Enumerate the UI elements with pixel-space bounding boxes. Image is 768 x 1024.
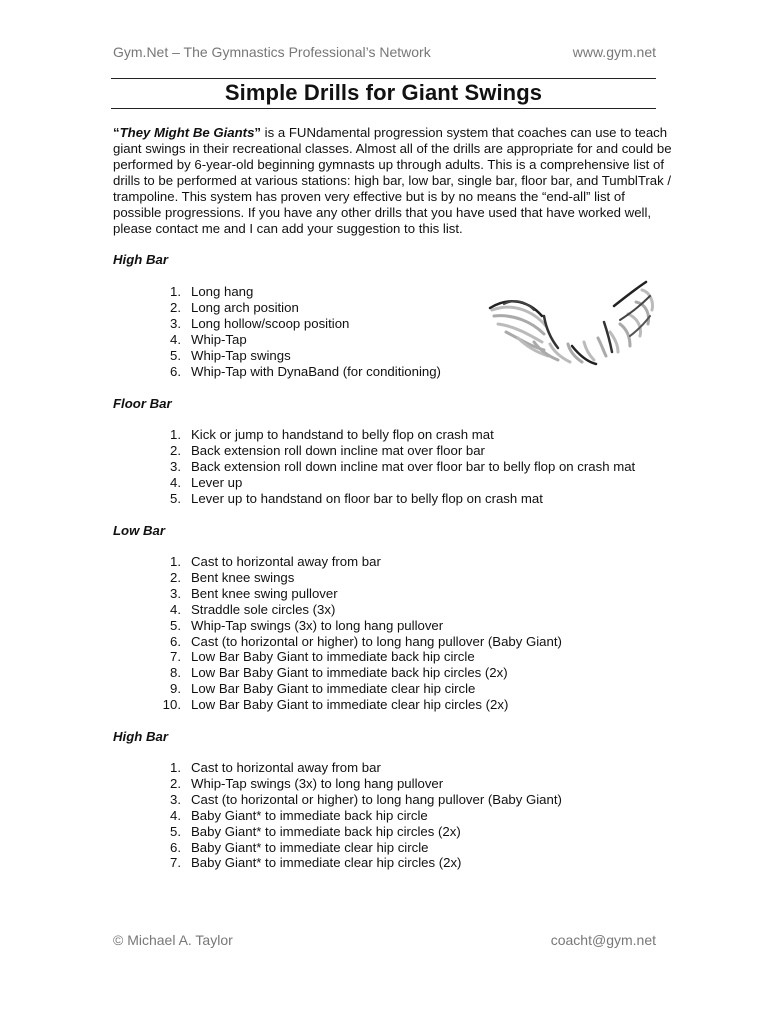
drill-item (151, 824, 562, 840)
drill-number: 5. (170, 347, 181, 363)
drill-number: 5. (170, 823, 181, 839)
drill-list-high-bar (151, 284, 441, 379)
drill-item (151, 570, 562, 586)
drill-item (151, 348, 441, 364)
drill-number: 1. (170, 427, 181, 442)
drill-number: 3. (170, 791, 181, 807)
drill-number: 4. (170, 331, 181, 347)
header-site-name: Gym.Net – The Gymnastics Professional’s Network (113, 44, 431, 60)
drill-number: 6. (170, 633, 181, 649)
drill-item (151, 840, 562, 856)
drill-item (151, 554, 562, 570)
drill-text: Whip-Tap with DynaBand (for conditioning) (191, 363, 441, 379)
drill-number: 6. (170, 839, 181, 855)
drill-item (151, 459, 635, 475)
drill-text: Bent knee swings (191, 569, 295, 585)
drill-text: Back extension roll down incline mat over floor bar (191, 442, 485, 458)
drill-item (151, 586, 562, 602)
drill-text: Long hang (191, 284, 254, 299)
drill-list-low-bar (151, 554, 562, 713)
footer-copyright: © Michael A. Taylor (113, 932, 233, 948)
intro-lead: “They Might Be Giants” (113, 125, 262, 140)
drill-item (151, 855, 562, 871)
drill-text: Long arch position (191, 299, 299, 315)
drill-item (151, 760, 562, 776)
drill-text: Whip-Tap (191, 331, 247, 347)
drill-item (151, 665, 562, 681)
drill-number: 2. (170, 299, 181, 315)
drill-number: 2. (170, 569, 181, 585)
drill-number: 10. (162, 697, 181, 713)
drill-text: Baby Giant* to immediate clear hip circles (2x) (191, 855, 462, 871)
drill-number: 5. (170, 617, 181, 633)
drill-text: Low Bar Baby Giant to immediate clear hip circle (191, 681, 476, 697)
drill-number: 7. (170, 855, 181, 871)
intro-body: is a FUNdamental progression system that coaches can use to teach giant swings in their recreational classes. Almost all of the drills are appropriate for and could be performed by 6-year-old beginning gymnasts up through adults. This is a comprehensive list of drills to be performed at various stations: high bar, low bar, single bar, floor bar, and TumblTrak / trampoline. This system has proven very effective but is by no means the “end-all” list of possible progressions. If you have any other drills that you have used that have worked well, please contact me and I can add your suggestion to this list. (113, 125, 672, 236)
section-heading-high-bar: High Bar (113, 252, 168, 267)
drill-item (151, 332, 441, 348)
title-top-rule (111, 78, 656, 79)
section-heading-floor-bar: Floor Bar (113, 396, 172, 411)
drill-item (151, 491, 635, 507)
drill-item (151, 776, 562, 792)
footer-email[interactable]: coacht@gym.net (550, 932, 656, 948)
header-site-url[interactable]: www.gym.net (572, 44, 656, 60)
drill-item (151, 792, 562, 808)
drill-text: Whip-Tap swings (3x) to long hang pullover (191, 617, 444, 633)
running-footer (113, 932, 656, 948)
drill-item (151, 808, 562, 824)
drill-text: Baby Giant* to immediate clear hip circle (191, 839, 429, 855)
giant-swing-figure (484, 276, 656, 372)
drill-number: 5. (170, 490, 181, 506)
drill-text: Lever up to handstand on floor bar to belly flop on crash mat (191, 490, 543, 506)
drill-number: 1. (170, 554, 181, 569)
drill-item (151, 602, 562, 618)
intro-lead-title: They Might Be Giants (119, 125, 255, 140)
drill-text: Kick or jump to handstand to belly flop on crash mat (191, 427, 494, 442)
drill-text: Cast (to horizontal or higher) to long hang pullover (Baby Giant) (191, 791, 562, 807)
drill-text: Whip-Tap swings (3x) to long hang pullover (191, 775, 444, 791)
drill-item (151, 364, 441, 380)
drill-number: 7. (170, 649, 181, 665)
drill-item (151, 618, 562, 634)
drill-text: Low Bar Baby Giant to immediate clear hip circles (2x) (191, 697, 509, 713)
drill-text: Cast to horizontal away from bar (191, 554, 381, 569)
drill-text: Bent knee swing pullover (191, 585, 338, 601)
drill-item (151, 697, 562, 713)
drill-item (151, 634, 562, 650)
intro-paragraph (113, 125, 673, 237)
drill-item (151, 300, 441, 316)
section-heading-low-bar: Low Bar (113, 523, 166, 538)
drill-number: 3. (170, 315, 181, 331)
drill-text: Cast (to horizontal or higher) to long hang pullover (Baby Giant) (191, 633, 562, 649)
drill-list-high-bar-2 (151, 760, 562, 871)
drill-number: 2. (170, 442, 181, 458)
drill-item (151, 427, 635, 443)
drill-item (151, 443, 635, 459)
drill-text: Lever up (191, 474, 243, 490)
drill-text: Whip-Tap swings (191, 347, 291, 363)
drill-text: Low Bar Baby Giant to immediate back hip circles (2x) (191, 665, 508, 681)
drill-number: 9. (170, 681, 181, 697)
drill-text: Cast to horizontal away from bar (191, 760, 381, 775)
drill-number: 4. (170, 807, 181, 823)
page-title: Simple Drills for Giant Swings (224, 80, 543, 105)
drill-text: Long hollow/scoop position (191, 315, 350, 331)
drill-item (151, 284, 441, 300)
drill-text: Baby Giant* to immediate back hip circle (191, 807, 428, 823)
drill-number: 6. (170, 363, 181, 379)
section-heading-high-bar-2: High Bar (113, 729, 168, 744)
title-bottom-rule (111, 108, 656, 109)
drill-item (151, 475, 635, 491)
running-header (113, 44, 656, 60)
drill-text: Baby Giant* to immediate back hip circles (2x) (191, 823, 461, 839)
drill-number: 3. (170, 585, 181, 601)
drill-item (151, 681, 562, 697)
drill-number: 3. (170, 458, 181, 474)
drill-list-floor-bar (151, 427, 635, 507)
drill-number: 2. (170, 775, 181, 791)
drill-text: Low Bar Baby Giant to immediate back hip circle (191, 649, 475, 665)
drill-item (151, 649, 562, 665)
drill-number: 1. (170, 284, 181, 299)
drill-text: Back extension roll down incline mat over floor bar to belly flop on crash mat (191, 458, 636, 474)
drill-number: 8. (170, 665, 181, 681)
drill-text: Straddle sole circles (3x) (191, 601, 336, 617)
drill-number: 4. (170, 474, 181, 490)
drill-number: 1. (170, 760, 181, 775)
drill-item (151, 316, 441, 332)
drill-number: 4. (170, 601, 181, 617)
